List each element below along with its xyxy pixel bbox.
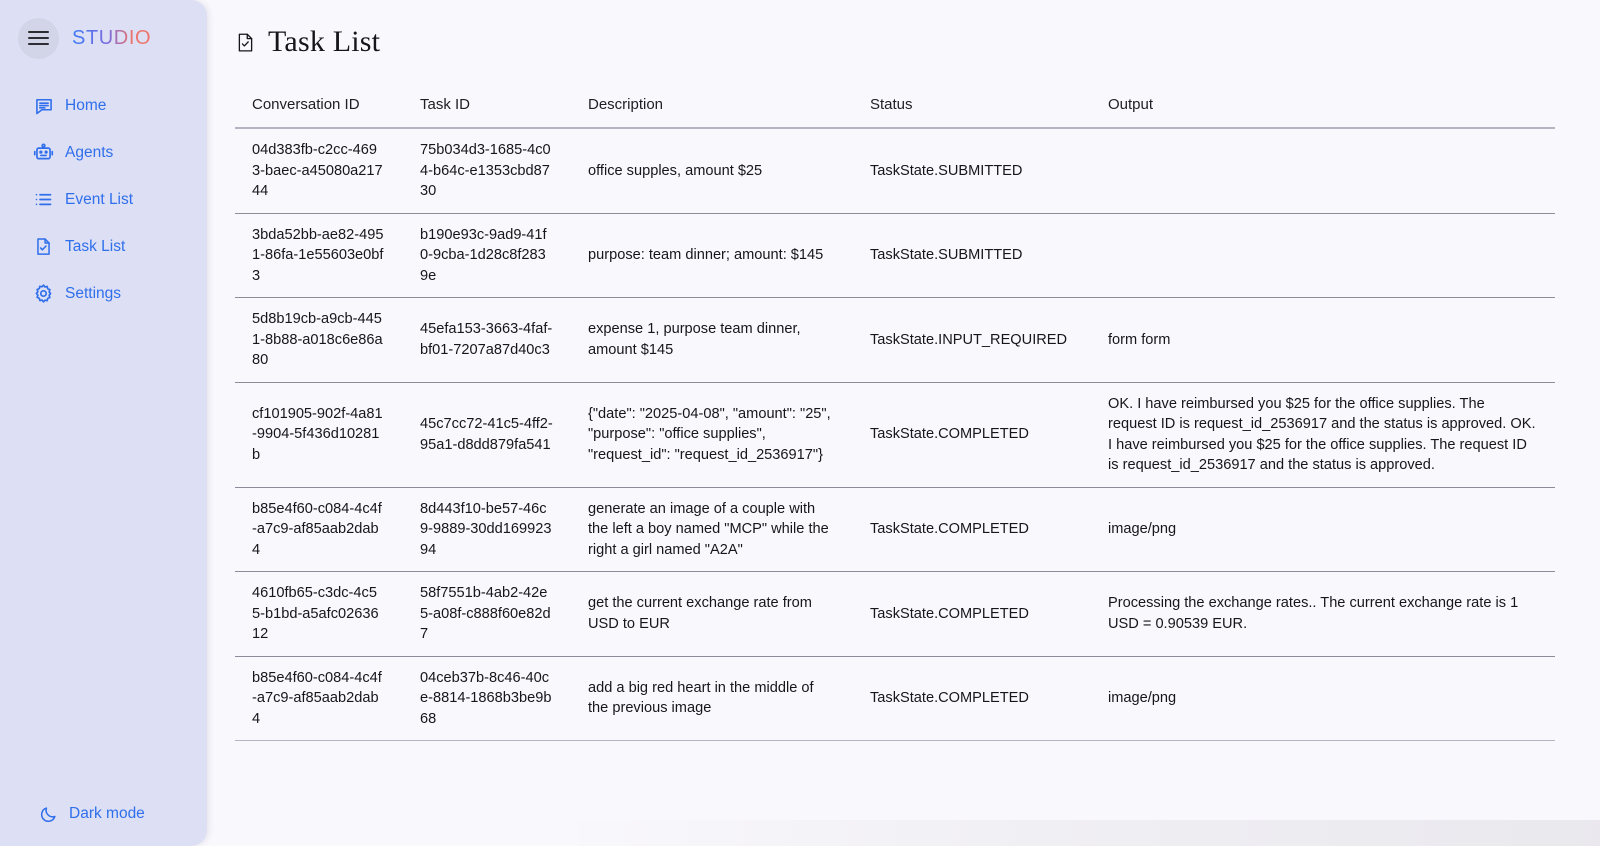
main-content (207, 0, 1600, 846)
cell-conversation-id: b85e4f60-c084-4c4f-a7c9-af85aab2dab4 (235, 656, 403, 741)
sidebar-item-label: Event List (65, 190, 134, 208)
cell-conversation-id: 5d8b19cb-a9cb-4451-8b88-a018c6e86a80 (235, 298, 403, 383)
hamburger-bar (28, 31, 49, 33)
cell-description: add a big red heart in the middle of the previous image (571, 656, 853, 741)
list-icon (33, 189, 54, 210)
sidebar-item-label: Task List (65, 237, 126, 255)
sidebar-item-home[interactable] (0, 82, 207, 129)
sidebar-nav (0, 82, 207, 317)
cell-description: generate an image of a couple with the left a boy named "MCP" while the right a girl named "A2A" (571, 487, 853, 572)
cell-status: TaskState.COMPLETED (853, 572, 1091, 657)
table-row[interactable] (235, 656, 1555, 741)
chat-message-icon (33, 95, 54, 116)
sidebar-item-label: Agents (65, 143, 114, 161)
page-title: Task List (268, 25, 381, 58)
cell-status: TaskState.COMPLETED (853, 382, 1091, 487)
cell-status: TaskState.COMPLETED (853, 656, 1091, 741)
table-row[interactable] (235, 572, 1555, 657)
page-header (207, 0, 1600, 62)
hamburger-bar (28, 37, 49, 39)
sidebar-item-event-list[interactable] (0, 176, 207, 223)
cell-output (1091, 213, 1555, 298)
cell-description: get the current exchange rate from USD to EUR (571, 572, 853, 657)
cell-output: Processing the exchange rates.. The current exchange rate is 1 USD = 0.90539 EUR. (1091, 572, 1555, 657)
cell-conversation-id: b85e4f60-c084-4c4f-a7c9-af85aab2dab4 (235, 487, 403, 572)
dark-mode-label: Dark mode (69, 805, 145, 822)
table-body (235, 128, 1555, 741)
cell-task-id: b190e93c-9ad9-41f0-9cba-1d28c8f2839e (403, 213, 571, 298)
column-header-conversation-id: Conversation ID (235, 86, 403, 128)
sidebar (0, 0, 207, 846)
cell-status: TaskState.SUBMITTED (853, 213, 1091, 298)
cell-output (1091, 128, 1555, 213)
cell-output: form form (1091, 298, 1555, 383)
sidebar-item-label: Home (65, 96, 107, 114)
document-check-icon (235, 30, 257, 54)
sidebar-item-settings[interactable] (0, 270, 207, 317)
cell-conversation-id: 3bda52bb-ae82-4951-86fa-1e55603e0bf3 (235, 213, 403, 298)
cell-task-id: 58f7551b-4ab2-42e5-a08f-c888f60e82d7 (403, 572, 571, 657)
hamburger-menu-icon[interactable] (18, 18, 59, 59)
moon-icon (38, 804, 58, 824)
cell-output: image/png (1091, 656, 1555, 741)
task-table-container (235, 86, 1555, 741)
cell-conversation-id: 4610fb65-c3dc-4c55-b1bd-a5afc0263612 (235, 572, 403, 657)
cell-status: TaskState.SUBMITTED (853, 128, 1091, 213)
sidebar-item-task-list[interactable] (0, 223, 207, 270)
dark-mode-toggle[interactable] (0, 804, 145, 824)
cell-conversation-id: cf101905-902f-4a81-9904-5f436d10281b (235, 382, 403, 487)
cell-task-id: 45efa153-3663-4faf-bf01-7207a87d40c3 (403, 298, 571, 383)
table-row[interactable] (235, 128, 1555, 213)
brand-title: STUDIO (72, 26, 152, 49)
cell-description: office supples, amount $25 (571, 128, 853, 213)
table-row[interactable] (235, 298, 1555, 383)
sidebar-brand (0, 0, 207, 60)
column-header-output: Output (1091, 86, 1555, 128)
cell-task-id: 04ceb37b-8c46-40ce-8814-1868b3be9b68 (403, 656, 571, 741)
cell-description: purpose: team dinner; amount: $145 (571, 213, 853, 298)
cell-task-id: 75b034d3-1685-4c04-b64c-e1353cbd8730 (403, 128, 571, 213)
column-header-status: Status (853, 86, 1091, 128)
document-check-icon (33, 236, 54, 257)
sidebar-item-agents[interactable] (0, 129, 207, 176)
cell-status: TaskState.INPUT_REQUIRED (853, 298, 1091, 383)
robot-icon (33, 142, 54, 163)
table-head (235, 86, 1555, 128)
cell-conversation-id: 04d383fb-c2cc-4693-baec-a45080a21744 (235, 128, 403, 213)
table-header-row (235, 86, 1555, 128)
cell-description: expense 1, purpose team dinner, amount $145 (571, 298, 853, 383)
cell-task-id: 45c7cc72-41c5-4ff2-95a1-d8dd879fa541 (403, 382, 571, 487)
sidebar-item-label: Settings (65, 284, 122, 302)
cell-output: image/png (1091, 487, 1555, 572)
table-row[interactable] (235, 487, 1555, 572)
hamburger-bar (28, 43, 49, 45)
column-header-description: Description (571, 86, 853, 128)
cell-task-id: 8d443f10-be57-46c9-9889-30dd16992394 (403, 487, 571, 572)
gear-icon (33, 283, 54, 304)
table-row[interactable] (235, 382, 1555, 487)
task-table (235, 86, 1555, 741)
cell-output: OK. I have reimbursed you $25 for the office supplies. The request ID is request_id_2536917 and the status is approved. OK. I have reimbursed you $25 for the office supplies. The request ID is request_id_2536917 and the status is approved. (1091, 382, 1555, 487)
column-header-task-id: Task ID (403, 86, 571, 128)
cell-description: {"date": "2025-04-08", "amount": "25", "purpose": "office supplies", "request_id": "request_id_2536917"} (571, 382, 853, 487)
cell-status: TaskState.COMPLETED (853, 487, 1091, 572)
table-row[interactable] (235, 213, 1555, 298)
